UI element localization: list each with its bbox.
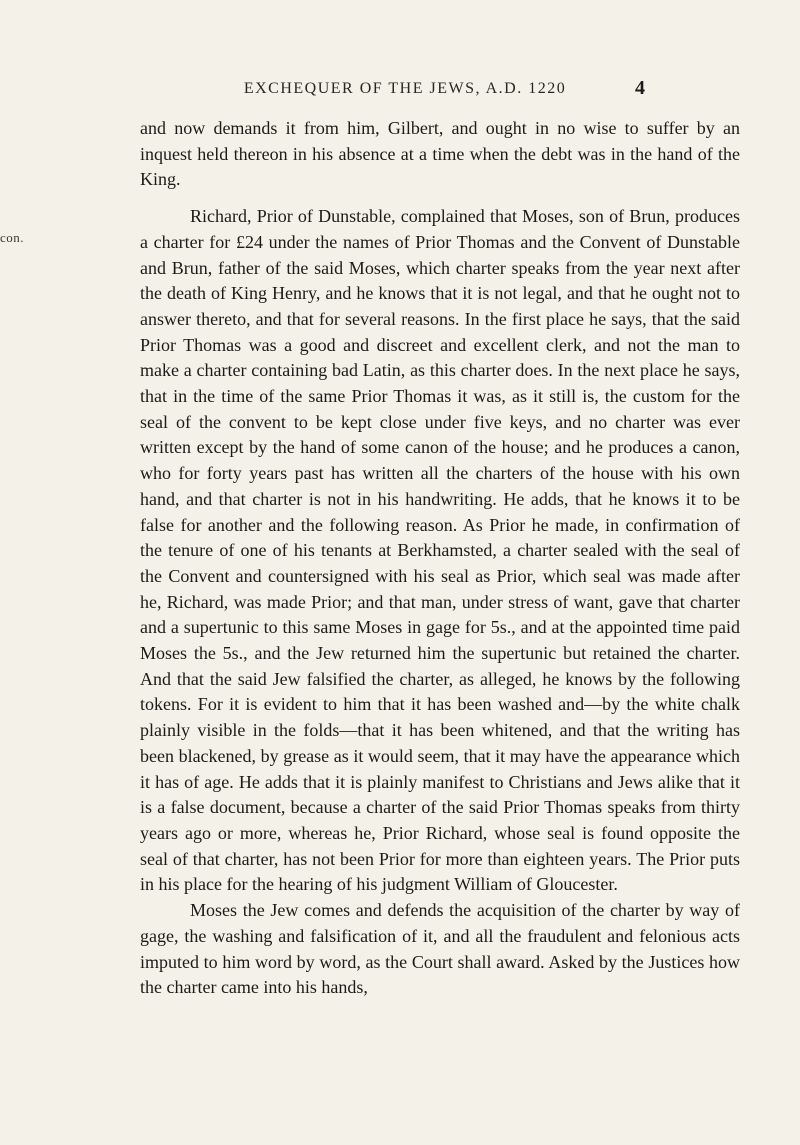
body-text — [140, 116, 740, 1001]
margin-note: con. — [0, 230, 25, 245]
paragraph-continuation: and now demands it from him, Gilbert, and ought in no wise to suffer by an inquest held thereon in his absence at a time when the debt was in the hand of the King. — [140, 118, 740, 190]
page-number: 4 — [635, 77, 645, 99]
paragraph-moses-defense: Moses the Jew comes and defends the acquisition of the charter by way of gage, the washing and falsification of it, and all the fraudulent and felonious acts imputed to him word by word, as the Court shall award. Asked by the Justices how the charter came into his hands, — [140, 900, 740, 998]
paragraph-prior-complaint: Richard, Prior of Dunstable, complained that Moses, son of Brun, produces a charter for £24 under the names of Prior Thomas and the Convent of Dunstable and Brun, father of the said Moses, which charter speaks from the year next after the death of King Henry, and he knows that it is not legal, and that he ought not to answer thereto, and that for several reasons. In the first place he says, that the said Prior Thomas was a good and discreet and excellent clerk, and not the man to make a charter containing bad Latin, as this charter does. In the next place he says, that in the time of the same Prior Thomas it was, as it still is, the custom for the seal of the convent to be kept close under five keys, and no charter was ever written except by the hand of some canon of the house; and he produces a canon, who for forty years past has written all the charters of the house with his own hand, and that charter is not in his handwriting. He adds, that he knows it to be false for another and the following reason. As Prior he made, in confirmation of the tenure of one of his tenants at Berkhamsted, a charter sealed with the seal of the Convent and countersigned with his seal as Prior, which seal was made after he, Richard, was made Prior; and that man, under stress of want, gave that charter and a supertunic to this same Moses in gage for 5s., and at the appointed time paid Moses the 5s., and the Jew returned him the supertunic but retained the charter. And that the said Jew falsified the charter, as alleged, he knows by the following tokens. For it is evident to him that it has been washed and—by the white chalk plainly visible in the folds—that it has been whitened, and that the writing has been blackened, by grease as it would seem, that it may have the appearance which it has of age. He adds that it is plainly manifest to Christians and Jews alike that it is a false document, because a charter of the said Prior Thomas speaks from thirty years ago or more, whereas he, Prior Richard, whose seal is found opposite the seal of that charter, has not been Prior for more than eighteen years. The Prior puts in his place for the hearing of his judgment William of Gloucester. — [140, 206, 740, 895]
running-title: EXCHEQUER OF THE JEWS, A.D. 1220 — [243, 80, 567, 97]
